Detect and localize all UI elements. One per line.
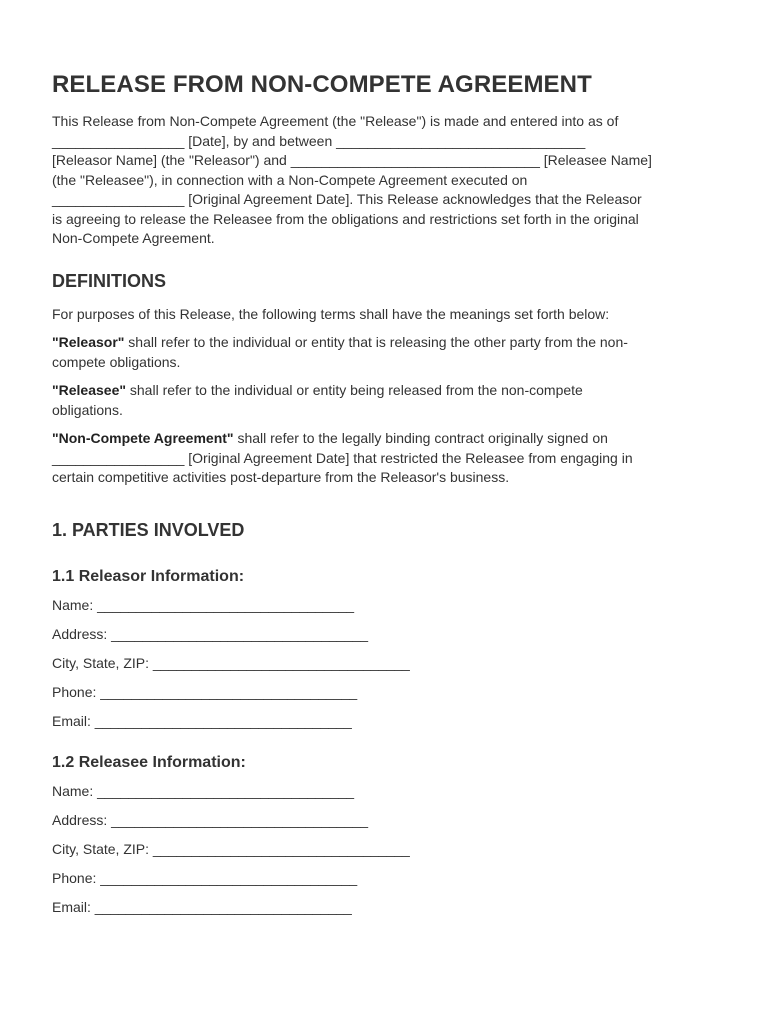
intro-line: _________________ [Date], by and between ________________________________ [52,132,586,149]
releasor-phone-field[interactable]: Phone: _________________________________ [52,683,358,700]
definition-line: _________________ [Original Agreement Date] that restricted the Releasee from engaging in [52,449,633,466]
definitions-lead: For purposes of this Release, the following terms shall have the meanings set forth below: [52,305,610,322]
releasor-email-field[interactable]: Email: _________________________________ [52,712,352,729]
releasee-address-field[interactable]: Address: _________________________________ [52,811,369,828]
releasor-heading: 1.1 Releasor Information: [52,567,245,585]
definition-line: certain competitive activities post-departure from the Releasor's business. [52,469,510,485]
document-title: RELEASE FROM NON-COMPETE AGREEMENT [52,71,592,98]
releasee-phone-field[interactable]: Phone: _________________________________ [52,869,358,886]
definition-term: "Non-Compete Agreement" [52,430,234,446]
definition-term: "Releasor" [52,334,125,350]
definition-line [52,333,724,353]
intro-paragraph [52,112,724,249]
intro-line: is agreeing to release the Releasee from the obligations and restrictions set forth in the original [52,210,639,227]
definition-non-compete-agreement [52,429,724,488]
releasee-heading: 1.2 Releasee Information: [52,753,246,771]
intro-line: This Release from Non-Compete Agreement (the "Release") is made and entered into as of [52,113,619,129]
definition-text: shall refer to the individual or entity being released from the non-compete [126,382,583,398]
definition-line [52,429,724,449]
releasee-email-field[interactable]: Email: _________________________________ [52,898,352,915]
releasee-fields [52,782,724,917]
intro-line: (the "Releasee"), in connection with a Non-Compete Agreement executed on [52,171,528,188]
parties-heading: 1. PARTIES INVOLVED [52,519,245,540]
intro-line: _________________ [Original Agreement Date]. This Release acknowledges that the Releasor [52,191,642,207]
definition-releasee [52,381,724,420]
releasee-city-state-zip-field[interactable]: City, State, ZIP: _________________________________ [52,840,410,857]
releasor-city-state-zip-field[interactable]: City, State, ZIP: _________________________________ [52,654,410,671]
releasor-address-field[interactable]: Address: _________________________________ [52,625,369,642]
releasee-name-field[interactable]: Name: _________________________________ [52,782,355,799]
intro-line: Non-Compete Agreement. [52,230,215,246]
definitions-heading: DEFINITIONS [52,270,167,291]
definition-text: shall refer to the individual or entity that is releasing the other party from the non- [124,334,628,350]
definition-text: shall refer to the legally binding contract originally signed on [233,430,608,446]
releasor-name-field[interactable]: Name: _________________________________ [52,596,355,613]
definition-releasor [52,333,724,372]
releasor-fields [52,596,724,731]
definition-line: obligations. [52,401,123,418]
document-body [52,70,724,917]
definition-term: "Releasee" [52,382,126,398]
intro-line: [Releasor Name] (the "Releasor") and ________________________________ [Releasee Name] [52,152,652,168]
definition-line [52,381,724,401]
definition-line: compete obligations. [52,353,181,370]
